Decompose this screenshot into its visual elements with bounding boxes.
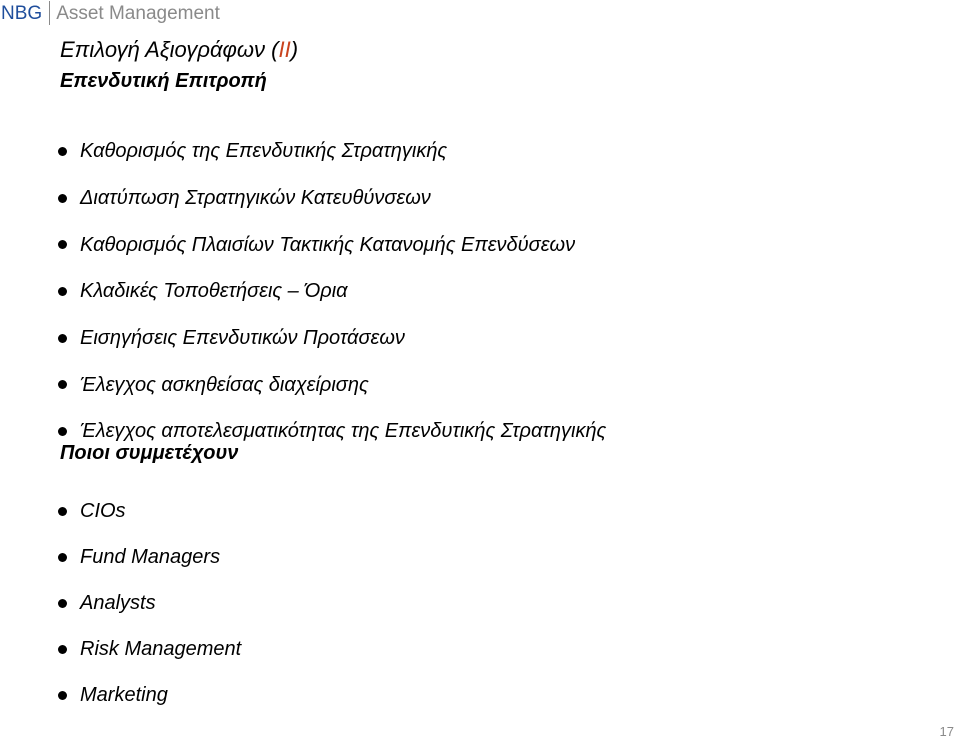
slide-header: [0, 0, 220, 26]
list-item-text: Marketing: [80, 684, 168, 706]
page-number: 17: [939, 724, 954, 739]
header-divider: [49, 1, 50, 25]
list-item: [58, 175, 606, 222]
slide-title-end: ): [290, 37, 299, 62]
header-section-label: Asset Management: [56, 2, 220, 24]
bullet-icon: [58, 691, 67, 700]
list-item-text: Έλεγχος αποτελεσματικότητας της Επενδυτικής Στρατηγικής: [80, 420, 607, 443]
list-item-text: Fund Managers: [80, 546, 221, 568]
list-item: [58, 361, 606, 408]
slide-title: [60, 37, 298, 63]
bullet-icon: [58, 334, 67, 343]
list-item-text: Έλεγχος ασκηθείσας διαχείρισης: [80, 373, 369, 396]
list-item: [58, 534, 241, 580]
list-item: [58, 672, 241, 718]
bullet-icon: [58, 599, 67, 608]
participants-heading: Ποιοι συμμετέχουν: [60, 442, 239, 464]
list-item-text: Εισηγήσεις Επενδυτικών Προτάσεων: [80, 327, 405, 350]
list-item: [58, 221, 606, 268]
bullet-icon: [58, 380, 67, 389]
bullet-icon: [58, 507, 67, 516]
list-item: [58, 315, 606, 362]
list-item: [58, 488, 241, 534]
slide-title-main: Επιλογή Αξιογράφων (: [60, 37, 279, 62]
list-item-text: CIOs: [80, 500, 126, 522]
participants-list: [58, 488, 241, 718]
bullet-icon: [58, 147, 67, 156]
bullet-icon: [58, 427, 67, 436]
slide-subtitle: Επενδυτική Επιτροπή: [60, 70, 267, 92]
bullet-icon: [58, 194, 67, 203]
list-item-text: Καθορισμός της Επενδυτικής Στρατηγικής: [80, 140, 448, 163]
responsibilities-list: [58, 128, 606, 455]
list-item-text: Risk Management: [80, 638, 242, 660]
list-item: [58, 268, 606, 315]
slide-title-accent: II: [278, 37, 291, 62]
list-item-text: Analysts: [80, 592, 156, 614]
list-item: [58, 626, 241, 672]
bullet-icon: [58, 240, 67, 249]
bullet-icon: [58, 287, 67, 296]
bullet-icon: [58, 553, 67, 562]
bullet-icon: [58, 645, 67, 654]
brand-logo-text: NBG: [1, 2, 43, 24]
list-item: [58, 128, 606, 175]
list-item-text: Κλαδικές Τοποθετήσεις – Όρια: [80, 280, 348, 303]
list-item-text: Καθορισμός Πλαισίων Τακτικής Κατανομής Επενδύσεων: [80, 233, 576, 256]
list-item: [58, 580, 241, 626]
list-item-text: Διατύπωση Στρατηγικών Κατευθύνσεων: [80, 187, 431, 210]
